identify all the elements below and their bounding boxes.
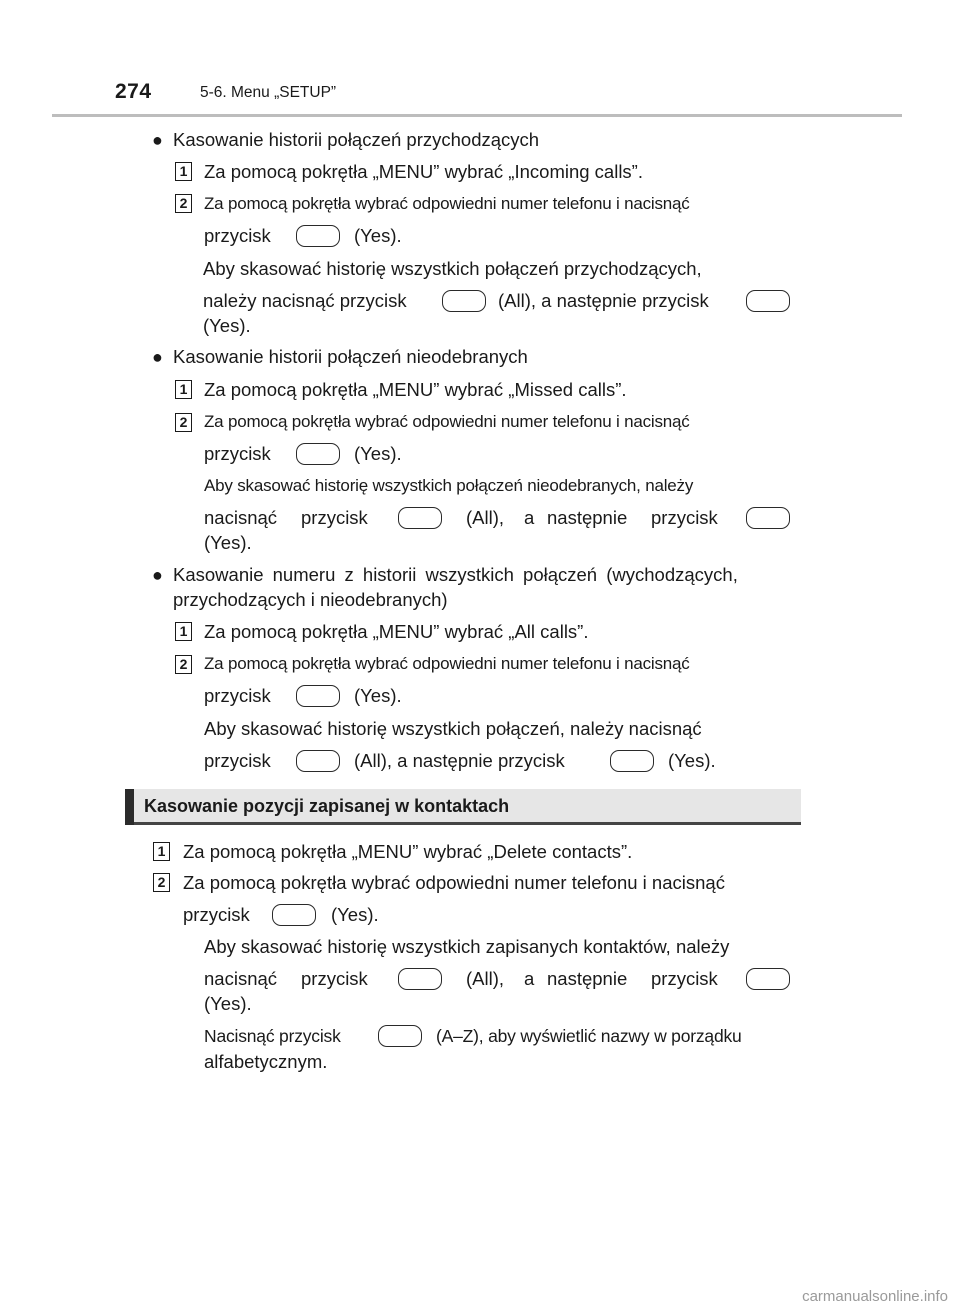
page-number: 274 — [115, 80, 152, 103]
note-text: (All), — [466, 507, 505, 528]
note-text: Aby skasować historię wszystkich połączeń nieodebranych, należy — [204, 476, 694, 495]
note-text: Nacisnąć przycisk — [204, 1026, 341, 1046]
step-number-2: 2 — [153, 873, 170, 892]
note-text: (Yes). — [204, 532, 252, 553]
note-text: przycisk — [301, 507, 368, 528]
step-text: przycisk — [204, 685, 271, 706]
note-text: przycisk — [651, 968, 718, 989]
note-text: przycisk — [651, 507, 718, 528]
step-text: Za pomocą pokrętła „MENU” wybrać „Delete contacts”. — [183, 841, 633, 862]
header-divider — [52, 114, 902, 117]
note-text: (All), — [466, 968, 505, 989]
bullet-icon: ● — [152, 565, 163, 585]
note-text: alfabetycznym. — [204, 1051, 328, 1072]
step-text: Za pomocą pokrętła wybrać odpowiedni numer telefonu i nacisnąć — [204, 412, 690, 431]
button-icon — [296, 685, 340, 707]
button-icon — [296, 750, 340, 772]
step-text: (Yes). — [354, 225, 402, 246]
button-icon — [378, 1025, 422, 1047]
step-text: (Yes). — [354, 443, 402, 464]
subsection-heading: Kasowanie pozycji zapisanej w kontaktach — [144, 796, 510, 816]
step-text: Za pomocą pokrętła „MENU” wybrać „All calls”. — [204, 621, 589, 642]
button-icon — [746, 507, 790, 529]
step-text: Za pomocą pokrętła wybrać odpowiedni numer telefonu i nacisnąć — [204, 194, 690, 213]
note-text: następnie — [547, 968, 628, 989]
button-icon — [746, 968, 790, 990]
step-number-1: 1 — [153, 842, 170, 861]
note-text: należy nacisnąć przycisk — [203, 290, 407, 311]
note-text: Aby skasować historię wszystkich połączeń przychodzących, — [203, 258, 702, 279]
note-text: przycisk — [301, 968, 368, 989]
note-text: a — [524, 968, 535, 989]
note-text: Aby skasować historię wszystkich połączeń, należy nacisnąć — [204, 718, 702, 739]
step-number-1: 1 — [175, 380, 192, 399]
bullet-icon: ● — [152, 347, 163, 367]
step-number-2: 2 — [175, 655, 192, 674]
button-icon — [272, 904, 316, 926]
step-text: Za pomocą pokrętła „MENU” wybrać „Missed calls”. — [204, 379, 627, 400]
note-text: (Yes). — [204, 993, 252, 1014]
step-text: przycisk — [204, 443, 271, 464]
step-text: (Yes). — [354, 685, 402, 706]
step-text: (Yes). — [331, 904, 379, 925]
step-number-2: 2 — [175, 413, 192, 432]
step-text: Za pomocą pokrętła wybrać odpowiedni numer telefonu i nacisnąć — [183, 872, 725, 893]
note-text: a — [524, 507, 535, 528]
note-text: (A–Z), aby wyświetlić nazwy w porządku — [436, 1026, 742, 1046]
button-icon — [296, 443, 340, 465]
section-title: 5-6. Menu „SETUP” — [200, 84, 337, 101]
note-text: nacisnąć — [204, 507, 278, 528]
step-number-1: 1 — [175, 162, 192, 181]
note-text: Aby skasować historię wszystkich zapisanych kontaktów, należy — [204, 936, 730, 957]
watermark: carmanualsonline.info — [802, 1288, 948, 1305]
step-text: Za pomocą pokrętła „MENU” wybrać „Incoming calls”. — [204, 161, 643, 182]
step-number-2: 2 — [175, 194, 192, 213]
note-text: przycisk — [204, 750, 271, 771]
step-text: Za pomocą pokrętła wybrać odpowiedni numer telefonu i nacisnąć — [204, 654, 690, 673]
heading-accent — [125, 789, 134, 825]
note-text: nacisnąć — [204, 968, 278, 989]
button-icon — [398, 968, 442, 990]
section-heading: Kasowanie historii połączeń nieodebranych — [173, 346, 528, 367]
note-text: (Yes). — [668, 750, 716, 771]
section-heading: Kasowanie historii połączeń przychodzących — [173, 129, 540, 150]
button-icon — [442, 290, 486, 312]
button-icon — [398, 507, 442, 529]
note-text: następnie — [547, 507, 628, 528]
section-heading: Kasowanie numeru z historii wszystkich połączeń (wychodzących, — [173, 564, 738, 585]
button-icon — [746, 290, 790, 312]
note-text: (All), a następnie przycisk — [354, 750, 565, 771]
step-text: przycisk — [183, 904, 250, 925]
note-text: (Yes). — [203, 315, 251, 336]
button-icon — [296, 225, 340, 247]
bullet-icon: ● — [152, 130, 163, 150]
step-number-1: 1 — [175, 622, 192, 641]
button-icon — [610, 750, 654, 772]
section-heading: przychodzących i nieodebranych) — [173, 589, 448, 610]
step-text: przycisk — [204, 225, 271, 246]
note-text: (All), a następnie przycisk — [498, 290, 709, 311]
